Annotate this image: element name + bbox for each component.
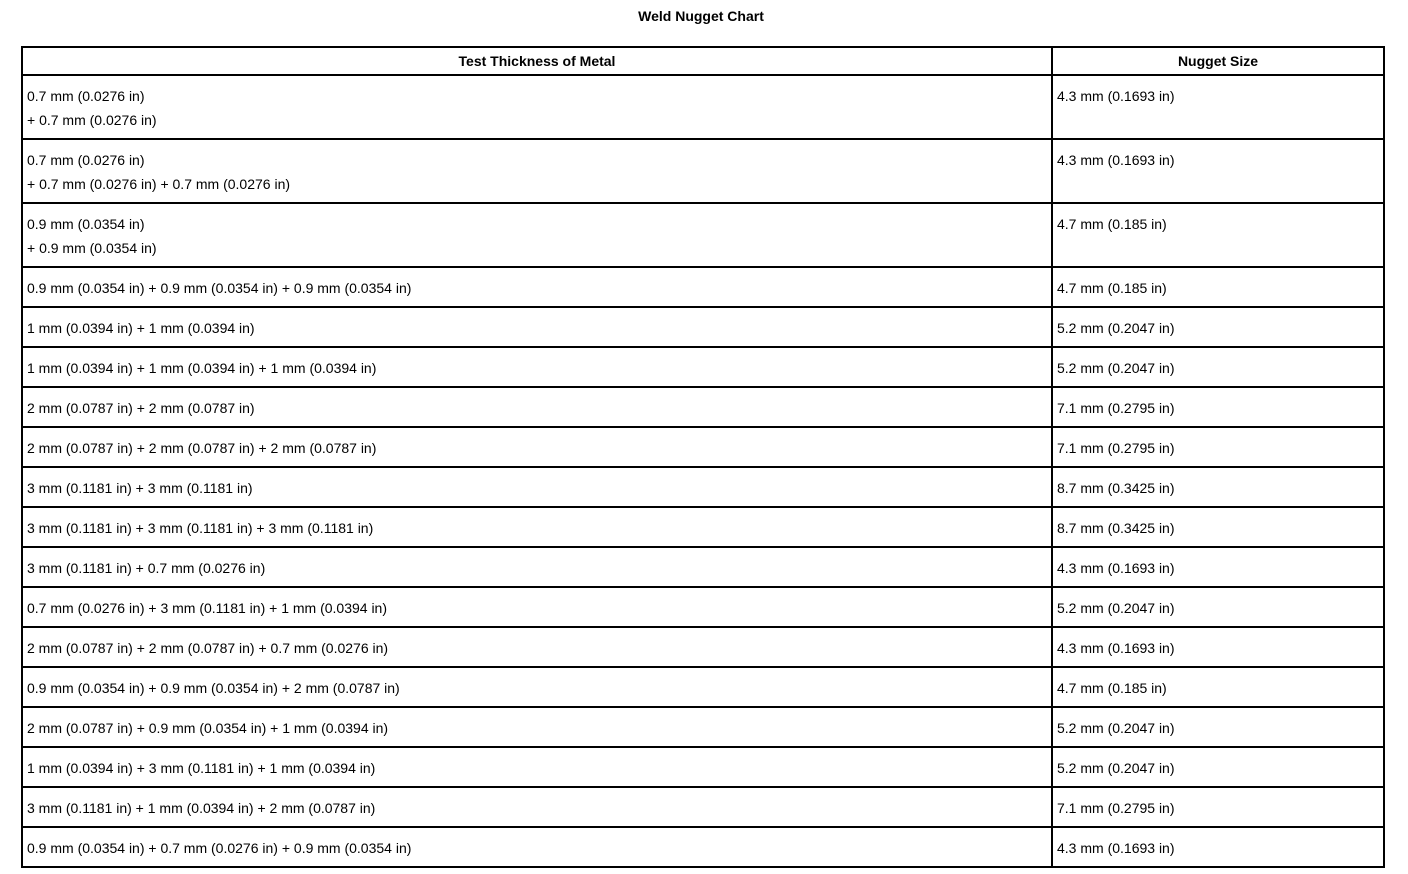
nugget-size-cell: 4.7 mm (0.185 in) xyxy=(1052,203,1384,267)
table-row xyxy=(22,707,1384,747)
nugget-size-cell: 5.2 mm (0.2047 in) xyxy=(1052,307,1384,347)
header-test-thickness: Test Thickness of Metal xyxy=(22,47,1052,75)
thickness-cell xyxy=(22,75,1052,139)
thickness-cell xyxy=(22,307,1052,347)
nugget-size-cell: 4.7 mm (0.185 in) xyxy=(1052,267,1384,307)
header-nugget-size: Nugget Size xyxy=(1052,47,1384,75)
thickness-cell xyxy=(22,427,1052,467)
table-row xyxy=(22,587,1384,627)
nugget-size-cell: 5.2 mm (0.2047 in) xyxy=(1052,747,1384,787)
table-row xyxy=(22,139,1384,203)
thickness-cell xyxy=(22,267,1052,307)
thickness-line: 1 mm (0.0394 in) + 1 mm (0.0394 in) + 1 mm (0.0394 in) xyxy=(27,360,377,376)
weld-nugget-table xyxy=(21,46,1385,868)
table-row xyxy=(22,747,1384,787)
thickness-cell xyxy=(22,667,1052,707)
thickness-line: 1 mm (0.0394 in) + 3 mm (0.1181 in) + 1 mm (0.0394 in) xyxy=(27,760,376,776)
table-row xyxy=(22,267,1384,307)
thickness-cell xyxy=(22,787,1052,827)
table-header-row xyxy=(22,47,1384,75)
thickness-line: 3 mm (0.1181 in) + 0.7 mm (0.0276 in) xyxy=(27,560,266,576)
thickness-line: 2 mm (0.0787 in) + 2 mm (0.0787 in) xyxy=(27,400,255,416)
table-row xyxy=(22,827,1384,867)
thickness-cell xyxy=(22,827,1052,867)
thickness-line: 0.9 mm (0.0354 in) xyxy=(27,216,145,232)
thickness-cell xyxy=(22,747,1052,787)
thickness-cell xyxy=(22,627,1052,667)
table-row xyxy=(22,427,1384,467)
thickness-cell xyxy=(22,547,1052,587)
table-row xyxy=(22,75,1384,139)
thickness-line: 2 mm (0.0787 in) + 2 mm (0.0787 in) + 0.7 mm (0.0276 in) xyxy=(27,640,389,656)
nugget-size-cell: 4.3 mm (0.1693 in) xyxy=(1052,139,1384,203)
thickness-cell xyxy=(22,707,1052,747)
thickness-cell xyxy=(22,507,1052,547)
table-row xyxy=(22,307,1384,347)
thickness-cell xyxy=(22,587,1052,627)
thickness-line: + 0.9 mm (0.0354 in) xyxy=(27,240,157,256)
thickness-line: 0.7 mm (0.0276 in) xyxy=(27,152,145,168)
thickness-cell xyxy=(22,203,1052,267)
thickness-cell xyxy=(22,467,1052,507)
thickness-line: 0.9 mm (0.0354 in) + 0.9 mm (0.0354 in) + 2 mm (0.0787 in) xyxy=(27,680,400,696)
thickness-line: 0.9 mm (0.0354 in) + 0.7 mm (0.0276 in) + 0.9 mm (0.0354 in) xyxy=(27,840,412,856)
thickness-line: 3 mm (0.1181 in) + 3 mm (0.1181 in) xyxy=(27,480,253,496)
thickness-line: 0.7 mm (0.0276 in) xyxy=(27,88,145,104)
nugget-size-cell: 4.3 mm (0.1693 in) xyxy=(1052,627,1384,667)
nugget-size-cell: 7.1 mm (0.2795 in) xyxy=(1052,787,1384,827)
nugget-size-cell: 4.3 mm (0.1693 in) xyxy=(1052,75,1384,139)
nugget-size-cell: 8.7 mm (0.3425 in) xyxy=(1052,507,1384,547)
thickness-line: + 0.7 mm (0.0276 in) + 0.7 mm (0.0276 in) xyxy=(27,176,291,192)
nugget-size-cell: 4.3 mm (0.1693 in) xyxy=(1052,827,1384,867)
nugget-size-cell: 8.7 mm (0.3425 in) xyxy=(1052,467,1384,507)
thickness-cell xyxy=(22,387,1052,427)
thickness-line: 1 mm (0.0394 in) + 1 mm (0.0394 in) xyxy=(27,320,255,336)
nugget-size-cell: 5.2 mm (0.2047 in) xyxy=(1052,347,1384,387)
thickness-line: 2 mm (0.0787 in) + 0.9 mm (0.0354 in) + 1 mm (0.0394 in) xyxy=(27,720,389,736)
table-row xyxy=(22,547,1384,587)
thickness-cell xyxy=(22,347,1052,387)
table-row xyxy=(22,467,1384,507)
nugget-size-cell: 5.2 mm (0.2047 in) xyxy=(1052,707,1384,747)
thickness-line: + 0.7 mm (0.0276 in) xyxy=(27,112,157,128)
nugget-size-cell: 5.2 mm (0.2047 in) xyxy=(1052,587,1384,627)
nugget-size-cell: 7.1 mm (0.2795 in) xyxy=(1052,387,1384,427)
thickness-cell xyxy=(22,139,1052,203)
table-row xyxy=(22,507,1384,547)
table-row xyxy=(22,203,1384,267)
page-title: Weld Nugget Chart xyxy=(638,8,764,24)
table-row xyxy=(22,667,1384,707)
thickness-line: 2 mm (0.0787 in) + 2 mm (0.0787 in) + 2 mm (0.0787 in) xyxy=(27,440,377,456)
nugget-size-cell: 4.3 mm (0.1693 in) xyxy=(1052,547,1384,587)
table-row xyxy=(22,347,1384,387)
nugget-size-cell: 7.1 mm (0.2795 in) xyxy=(1052,427,1384,467)
table-row xyxy=(22,627,1384,667)
thickness-line: 3 mm (0.1181 in) + 1 mm (0.0394 in) + 2 mm (0.0787 in) xyxy=(27,800,376,816)
thickness-line: 3 mm (0.1181 in) + 3 mm (0.1181 in) + 3 mm (0.1181 in) xyxy=(27,520,374,536)
table-body xyxy=(22,75,1384,867)
thickness-line: 0.7 mm (0.0276 in) + 3 mm (0.1181 in) + 1 mm (0.0394 in) xyxy=(27,600,388,616)
table-row xyxy=(22,787,1384,827)
thickness-line: 0.9 mm (0.0354 in) + 0.9 mm (0.0354 in) + 0.9 mm (0.0354 in) xyxy=(27,280,412,296)
nugget-size-cell: 4.7 mm (0.185 in) xyxy=(1052,667,1384,707)
table-row xyxy=(22,387,1384,427)
